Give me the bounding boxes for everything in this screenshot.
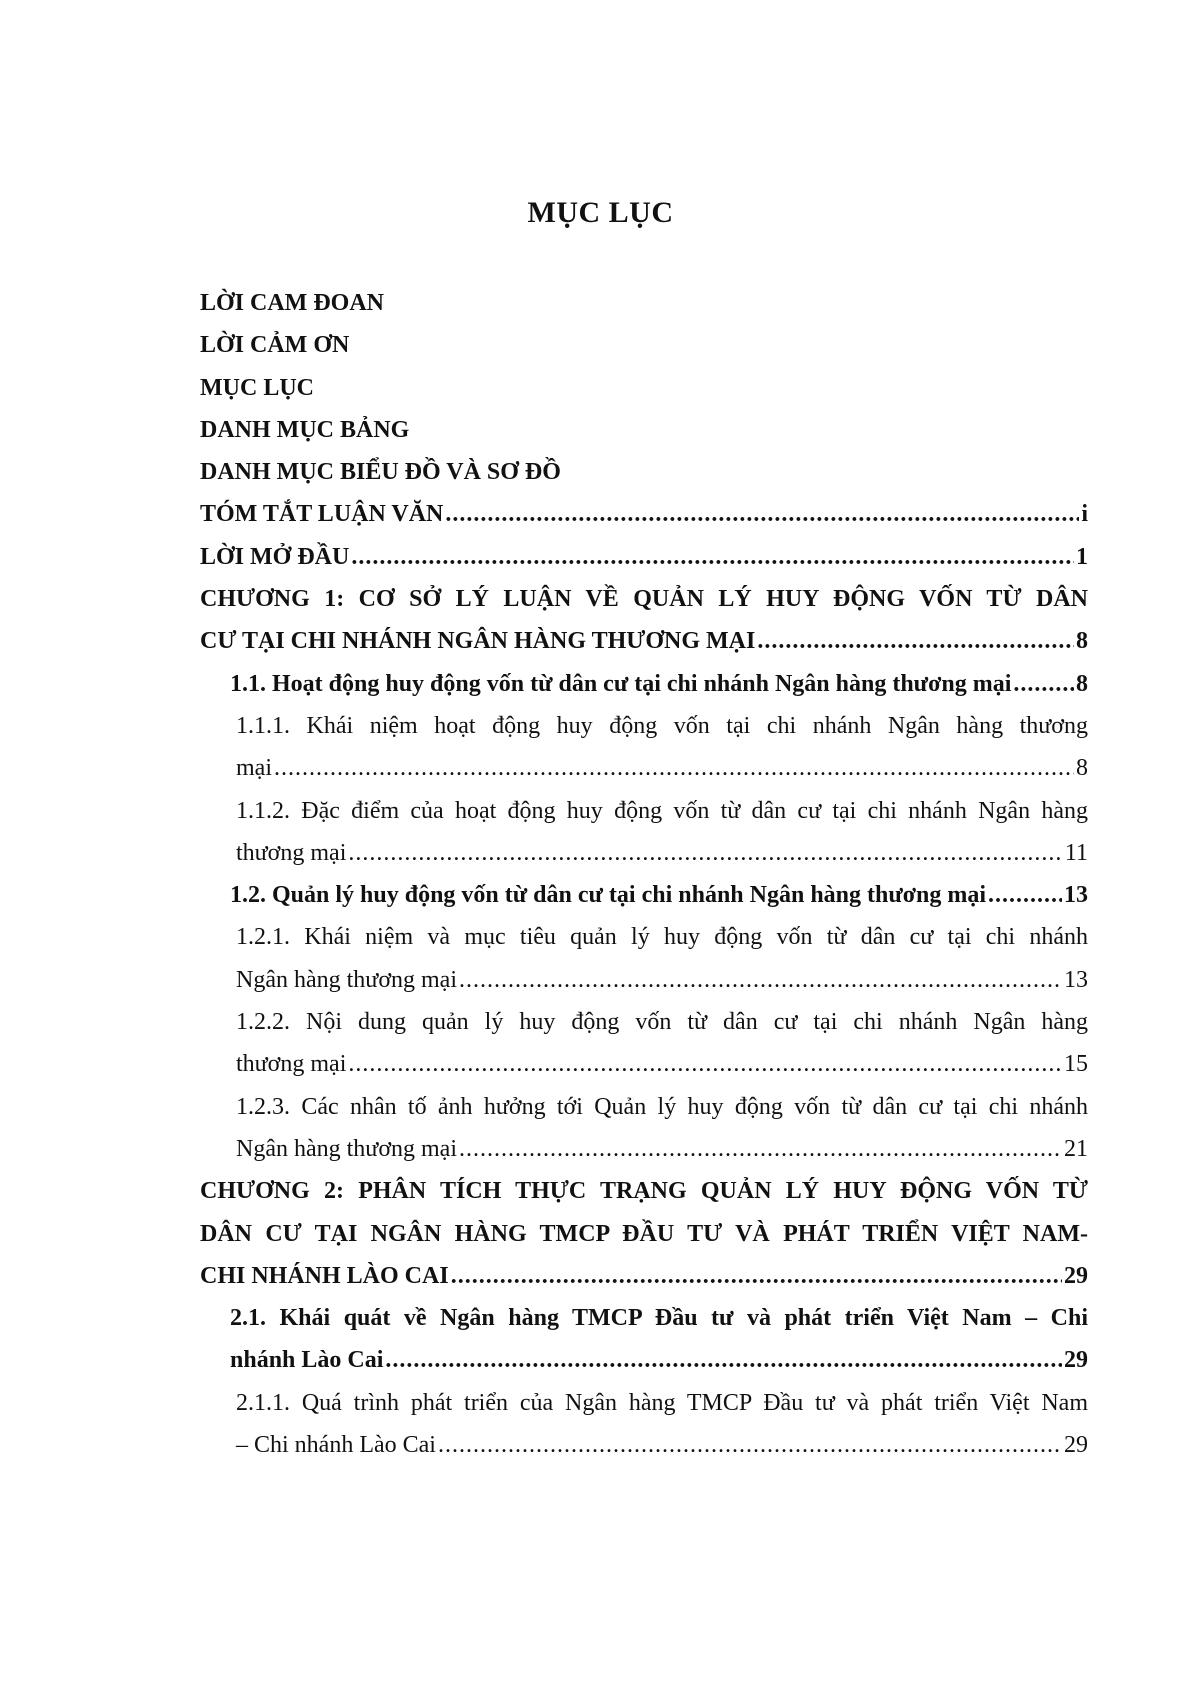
page-title: MỤC LỤC (527, 196, 674, 229)
page-number: 11 (1064, 839, 1088, 866)
toc-entry-subsection-line-1[interactable]: 1.2.1. Khái niệm và mục tiêu quản lý huy động vốn từ dân cư tại chi nhánh (236, 924, 1088, 951)
page-number: 21 (1064, 1135, 1088, 1162)
page-number: 8 (1076, 755, 1088, 782)
leader-dots (348, 832, 1063, 874)
toc-entry-chapter-1-line-2[interactable]: CƯ TẠI CHI NHÁNH NGÂN HÀNG THƯƠNG MẠI ..... 8 (200, 620, 1088, 662)
toc-entry-subsection-line-1[interactable]: 2.1.1. Quá trình phát triển của Ngân hàng TMCP Đầu tư và phát triển Việt Nam (236, 1389, 1088, 1416)
leader-dots (459, 1128, 1062, 1170)
toc-entry-subsection-line-1[interactable]: 1.1.2. Đặc điểm của hoạt động huy động vốn từ dân cư tại chi nhánh Ngân hàng (236, 797, 1088, 824)
toc-entry-subsection-line-2[interactable]: mại ..... 8 (200, 747, 1088, 789)
toc-entry[interactable]: DANH MỤC BẢNG (200, 416, 410, 443)
toc-entry-chapter-1-line-1[interactable]: CHƯƠNG 1: CƠ SỞ LÝ LUẬN VỀ QUẢN LÝ HUY ĐỘNG VỐN TỪ DÂN (200, 586, 1088, 613)
leader-dots (274, 747, 1074, 789)
toc-entry-subsection-line-2[interactable]: – Chi nhánh Lào Cai ..... 29 (200, 1424, 1088, 1466)
toc-entry-chapter-2-line-1[interactable]: CHƯƠNG 2: PHÂN TÍCH THỰC TRẠNG QUẢN LÝ HUY ĐỘNG VỐN TỪ (200, 1178, 1088, 1205)
toc-entry-section[interactable]: 1.2. Quản lý huy động vốn từ dân cư tại chi nhánh Ngân hàng thương mại ..... 13 (200, 874, 1088, 916)
toc-entry-chapter-2-line-2[interactable]: DÂN CƯ TẠI NGÂN HÀNG TMCP ĐẦU TƯ VÀ PHÁT TRIỂN VIỆT NAM- (200, 1220, 1088, 1247)
toc-entry-section-line-2[interactable]: nhánh Lào Cai ..... 29 (200, 1339, 1088, 1381)
toc-entry[interactable]: TÓM TẮT LUẬN VĂN ..... i (200, 493, 1088, 535)
page-number: 29 (1064, 1347, 1088, 1374)
leader-dots (451, 1255, 1062, 1297)
toc-entry-subsection-line-1[interactable]: 1.2.2. Nội dung quản lý huy động vốn từ dân cư tại chi nhánh Ngân hàng (236, 1009, 1088, 1036)
leader-dots (385, 1339, 1062, 1381)
leader-dots (988, 874, 1062, 916)
leader-dots (445, 493, 1079, 535)
leader-dots (438, 1424, 1062, 1466)
toc-entry-section-line-1[interactable]: 2.1. Khái quát về Ngân hàng TMCP Đầu tư và phát triển Việt Nam – Chi (230, 1305, 1088, 1332)
page-number: 8 (1076, 628, 1088, 655)
page-number: 29 (1064, 1432, 1088, 1459)
page-number: 13 (1064, 966, 1088, 993)
leader-dots (757, 620, 1074, 662)
toc-entry-subsection-line-2[interactable]: Ngân hàng thương mại ..... 13 (200, 959, 1088, 1001)
page-number: 1 (1076, 543, 1088, 570)
toc-entry-subsection-line-2[interactable]: thương mại ..... 11 (200, 832, 1088, 874)
leader-dots (459, 959, 1062, 1001)
page-number: 13 (1064, 882, 1088, 909)
toc-entry-subsection-line-2[interactable]: thương mại ..... 15 (200, 1043, 1088, 1085)
toc-entry[interactable]: MỤC LỤC (200, 374, 314, 401)
toc-entry[interactable]: LỜI CAM ĐOAN (200, 290, 384, 316)
toc-entry-chapter-2-line-3[interactable]: CHI NHÁNH LÀO CAI ..... 29 (200, 1255, 1088, 1297)
table-of-contents (200, 282, 1088, 1466)
leader-dots (351, 536, 1074, 578)
toc-entry-subsection-line-1[interactable]: 1.2.3. Các nhân tố ảnh hưởng tới Quản lý huy động vốn từ dân cư tại chi nhánh (236, 1093, 1088, 1120)
toc-entry[interactable]: LỜI CẢM ƠN (200, 332, 350, 359)
leader-dots (348, 1043, 1062, 1085)
page-number: i (1081, 501, 1088, 528)
toc-entry[interactable]: LỜI MỞ ĐẦU ..... 1 (200, 536, 1088, 578)
toc-entry[interactable]: DANH MỤC BIỂU ĐỒ VÀ SƠ ĐỒ (200, 459, 561, 486)
toc-entry-section[interactable]: 1.1. Hoạt động huy động vốn từ dân cư tại chi nhánh Ngân hàng thương mại ..... 8 (200, 663, 1088, 705)
toc-entry-subsection-line-2[interactable]: Ngân hàng thương mại ..... 21 (200, 1128, 1088, 1170)
toc-entry-subsection-line-1[interactable]: 1.1.1. Khái niệm hoạt động huy động vốn tại chi nhánh Ngân hàng thương (236, 712, 1088, 739)
page-number: 29 (1064, 1262, 1088, 1289)
page-number: 15 (1064, 1051, 1088, 1078)
leader-dots (1013, 663, 1074, 705)
page-number: 8 (1076, 670, 1088, 697)
